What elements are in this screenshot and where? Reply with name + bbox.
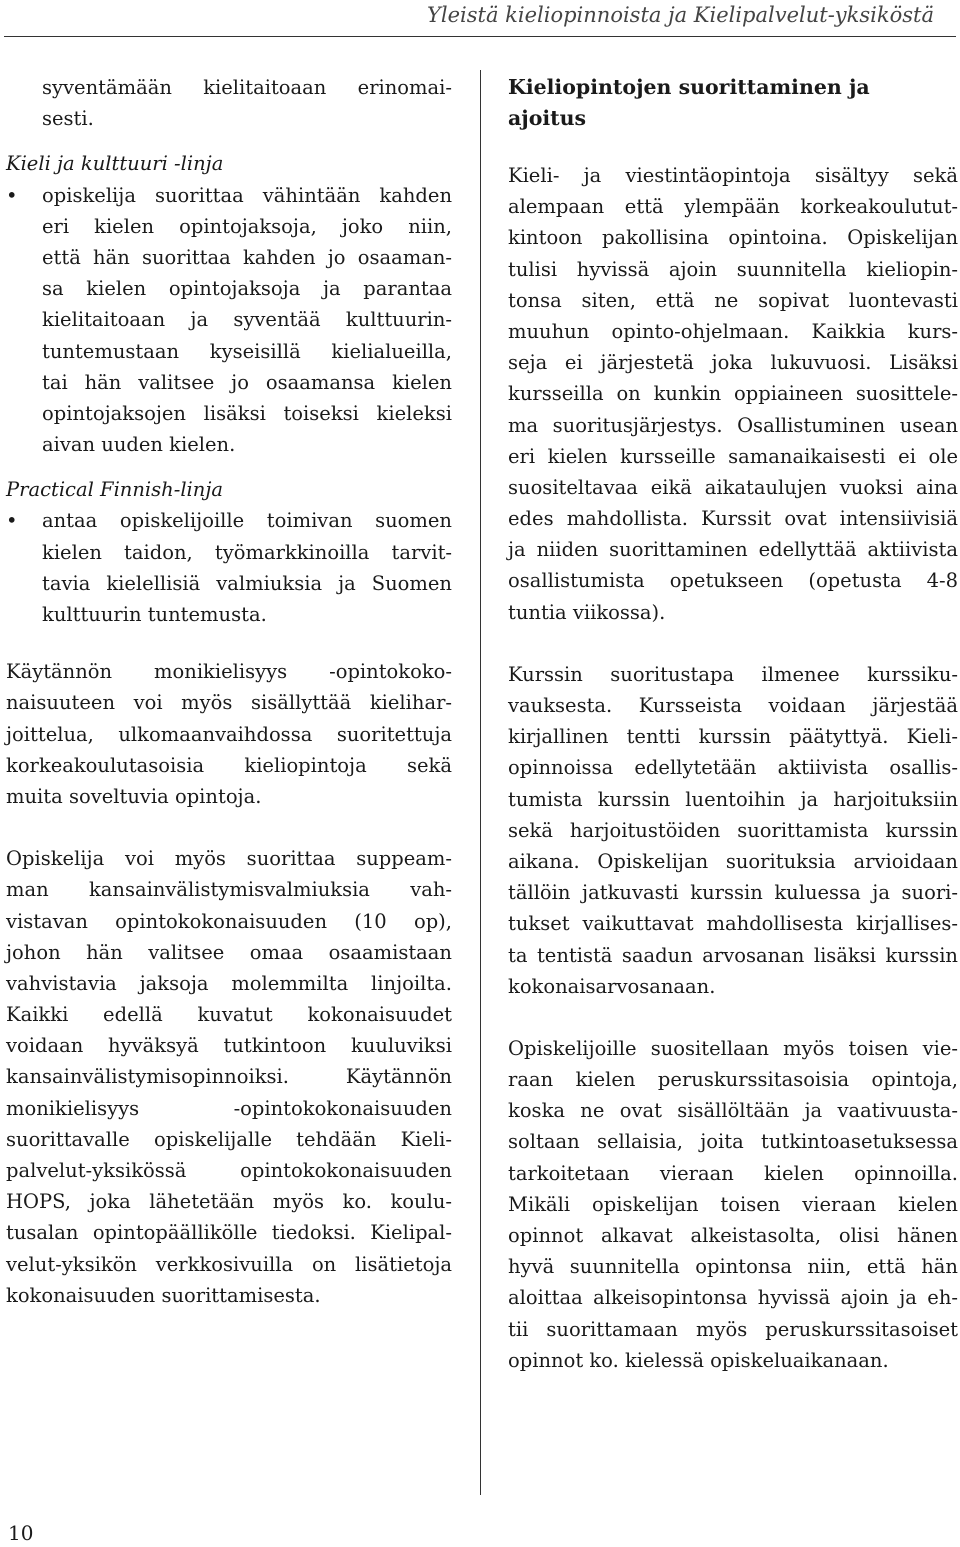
text-line: ta tentistä saadun arvosanan lisäksi kurssin	[508, 943, 958, 967]
text-line: opinnot ko. kielessä opiskeluaikanaan.	[508, 1348, 889, 1372]
text-line: opinnot alkavat alkeistasolta, olisi hänen	[508, 1224, 958, 1247]
text-line: monikielisyys -opintokokonaisuuden	[6, 1096, 452, 1120]
text-line: eri kielen kursseille samanaikaisesti ei ole	[508, 444, 958, 468]
paragraph-toinen-vieras-kieli	[508, 1033, 958, 1376]
text-line: tuntia viikossa).	[508, 600, 666, 624]
text-line: tonsa siten, että ne sopivat luontevasti	[508, 288, 958, 312]
bullet-item	[6, 505, 452, 630]
text-line: vistavan opintokokonaisuuden (10 op),	[6, 909, 452, 933]
column-divider	[480, 70, 481, 1495]
text-line: soltaan sellaisia, joita tutkintoasetuksessa	[508, 1130, 958, 1154]
text-line: vauksesta. Kursseista voidaan järjestää	[508, 694, 958, 717]
text-line: raan kielen peruskurssitasoisia opintoja,	[508, 1068, 958, 1092]
text-line: velut-yksikön verkkosivuilla on lisätietoja	[6, 1252, 452, 1276]
text-line: edes mahdollista. Kurssit ovat intensiivisiä	[508, 507, 958, 531]
intro-text	[6, 72, 452, 134]
text-line: joittelua, ulkomaanvaihdossa suoritettuja	[6, 722, 452, 746]
text-line: muuhun opinto-ohjelmaan. Kaikkia kurs-	[508, 319, 958, 343]
bullet-text	[6, 180, 452, 461]
text-line: aivan uuden kielen.	[42, 433, 236, 457]
section-title-line: Kieliopintojen suorittaminen ja	[508, 75, 870, 99]
text-line: suorittavalle opiskelijalle tehdään Kieli-	[6, 1127, 452, 1151]
text-line: aloittaa alkeisopintonsa hyvissä ajoin ja eh-	[508, 1286, 958, 1310]
text-line: tarkoitetaan vieraan kielen opinnoilla.	[508, 1161, 958, 1185]
paragraph-monikielisyys	[6, 656, 452, 812]
text-line: tii suorittamaan myös peruskurssitasoiset	[508, 1317, 958, 1341]
text-line: kielitaitoaan ja syventää kulttuurin-	[42, 308, 452, 332]
text-line: tukset vaikuttavat mahdollisesta kirjallises-	[508, 912, 958, 936]
header-rule	[4, 36, 956, 37]
text-line: opiskelija suorittaa vähintään kahden	[42, 183, 452, 207]
left-column	[6, 72, 452, 1311]
text-line: kursseilla on kunkin oppiaineen suosittele-	[508, 382, 958, 406]
section-title-line: ajoitus	[508, 106, 587, 130]
text-line: Kaikki edellä kuvatut kokonaisuudet	[6, 1003, 452, 1027]
text-line: vahvistavia jaksoja molemmilta linjoilta.	[6, 971, 452, 995]
paragraph-suoritustapa	[508, 659, 958, 1002]
bullet-item	[6, 180, 452, 461]
text-line: korkeakoulutasoisia kieliopintoja sekä	[6, 753, 452, 777]
text-line: Mikäli opiskelijan toisen vieraan kielen	[508, 1192, 958, 1216]
text-line: että hän suorittaa kahden jo osaaman-	[42, 245, 452, 269]
paragraph-ajoitus	[508, 160, 958, 628]
text-line: kielen taidon, työmarkkinoilla tarvit-	[42, 540, 452, 564]
text-line: Kieli- ja viestintäopintoja sisältyy sekä	[508, 164, 958, 187]
text-line: johon hän valitsee omaa osaamistaan	[6, 940, 452, 964]
text-line: tuntemustaan kyseisillä kielialueilla,	[42, 339, 452, 363]
text-line: tulisi hyvissä ajoin suunnitella kieliopin-	[508, 257, 958, 281]
text-line: kirjallinen tentti kurssin päätyttyä. Kieli-	[508, 725, 958, 749]
text-line: tusalan opintopäällikölle tiedoksi. Kielipal-	[6, 1221, 452, 1245]
text-line: tavia kielellisiä valmiuksia ja Suomen	[42, 571, 452, 595]
paragraph-kansainvalistyminen	[6, 843, 452, 1311]
section-title	[508, 72, 958, 134]
page-number: 10	[8, 1521, 34, 1545]
text-line: Käytännön monikielisyys -opintokoko-	[6, 660, 452, 684]
text-line: suositeltavaa eikä aikataulujen vuoksi aina	[508, 475, 958, 499]
text-line: man kansainvälistymisvalmiuksia vah-	[6, 878, 452, 902]
text-line: syventämään kielitaitoaan erinomai-	[42, 76, 452, 99]
text-line: Opiskelija voi myös suorittaa suppeam-	[6, 847, 452, 871]
text-line: kansainvälistymisopinnoiksi. Käytännön	[6, 1065, 452, 1089]
text-line: hyvä suunnitella opintonsa niin, että hän	[508, 1255, 958, 1279]
text-line: eri kielen opintojaksoja, joko niin,	[42, 214, 452, 238]
practical-finnish-label: Practical Finnish-linja	[6, 478, 224, 502]
text-line: ma suoritusjärjestys. Osallistuminen usean	[508, 413, 958, 437]
text-line: alempaan että ylempään korkeakoulutut-	[508, 195, 958, 219]
text-line: seja ei järjestetä joka lukuvuosi. Lisäksi	[508, 351, 958, 375]
text-line: voidaan hyväksyä tutkintoon kuuluviksi	[6, 1034, 452, 1058]
text-line: HOPS, joka lähetetään myös ko. koulu-	[6, 1190, 452, 1214]
text-line: Kurssin suoritustapa ilmenee kurssiku-	[508, 662, 958, 686]
text-line: ja niiden suorittaminen edellyttää aktiivista	[508, 538, 958, 562]
text-line: Opiskelijoille suositellaan myös toisen vie-	[508, 1036, 958, 1060]
text-line: sa kielen opintojaksoja ja parantaa	[42, 277, 452, 301]
bullet-text	[6, 505, 452, 630]
text-line: tai hän valitsee jo osaamansa kielen	[42, 370, 452, 394]
text-line: opinnoissa edellytetään aktiivista osallis-	[508, 756, 958, 780]
text-line: tumista kurssin luentoihin ja harjoituksiin	[508, 787, 958, 811]
text-line: kulttuurin tuntemusta.	[42, 603, 267, 626]
text-line: aikana. Opiskelijan suorituksia arvioidaan	[508, 849, 958, 873]
bullet-icon: •	[6, 183, 18, 207]
running-header: Yleistä kieliopinnoista ja Kielipalvelut-yksiköstä	[427, 3, 934, 27]
kieli-ja-kulttuuri-label: Kieli ja kulttuuri -linja	[6, 152, 224, 176]
bullet-icon: •	[6, 509, 18, 533]
text-line: palvelut-yksikössä opintokokonaisuuden	[6, 1159, 452, 1182]
text-line: kokonaisarvosanaan.	[508, 974, 716, 998]
text-line: kintoon pakollisina opintoina. Opiskelijan	[508, 226, 958, 250]
text-line: antaa opiskelijoille toimivan suomen	[42, 509, 452, 533]
text-line: sesti.	[42, 107, 94, 131]
right-column	[508, 72, 958, 1376]
text-line: tällöin jatkuvasti kurssin kuluessa ja suori-	[508, 881, 958, 905]
text-line: sekä harjoitustöiden suorittamista kurssin	[508, 818, 958, 842]
text-line: naisuuteen voi myös sisällyttää kielihar-	[6, 691, 452, 715]
text-line: koska ne ovat sisällöltään ja vaativuusta-	[508, 1099, 958, 1123]
text-line: kokonaisuuden suorittamisesta.	[6, 1283, 321, 1307]
text-line: osallistumista opetukseen (opetusta 4-8	[508, 569, 958, 593]
text-line: opintojaksojen lisäksi toiseksi kieleksi	[42, 401, 452, 425]
text-line: muita soveltuvia opintoja.	[6, 784, 262, 808]
